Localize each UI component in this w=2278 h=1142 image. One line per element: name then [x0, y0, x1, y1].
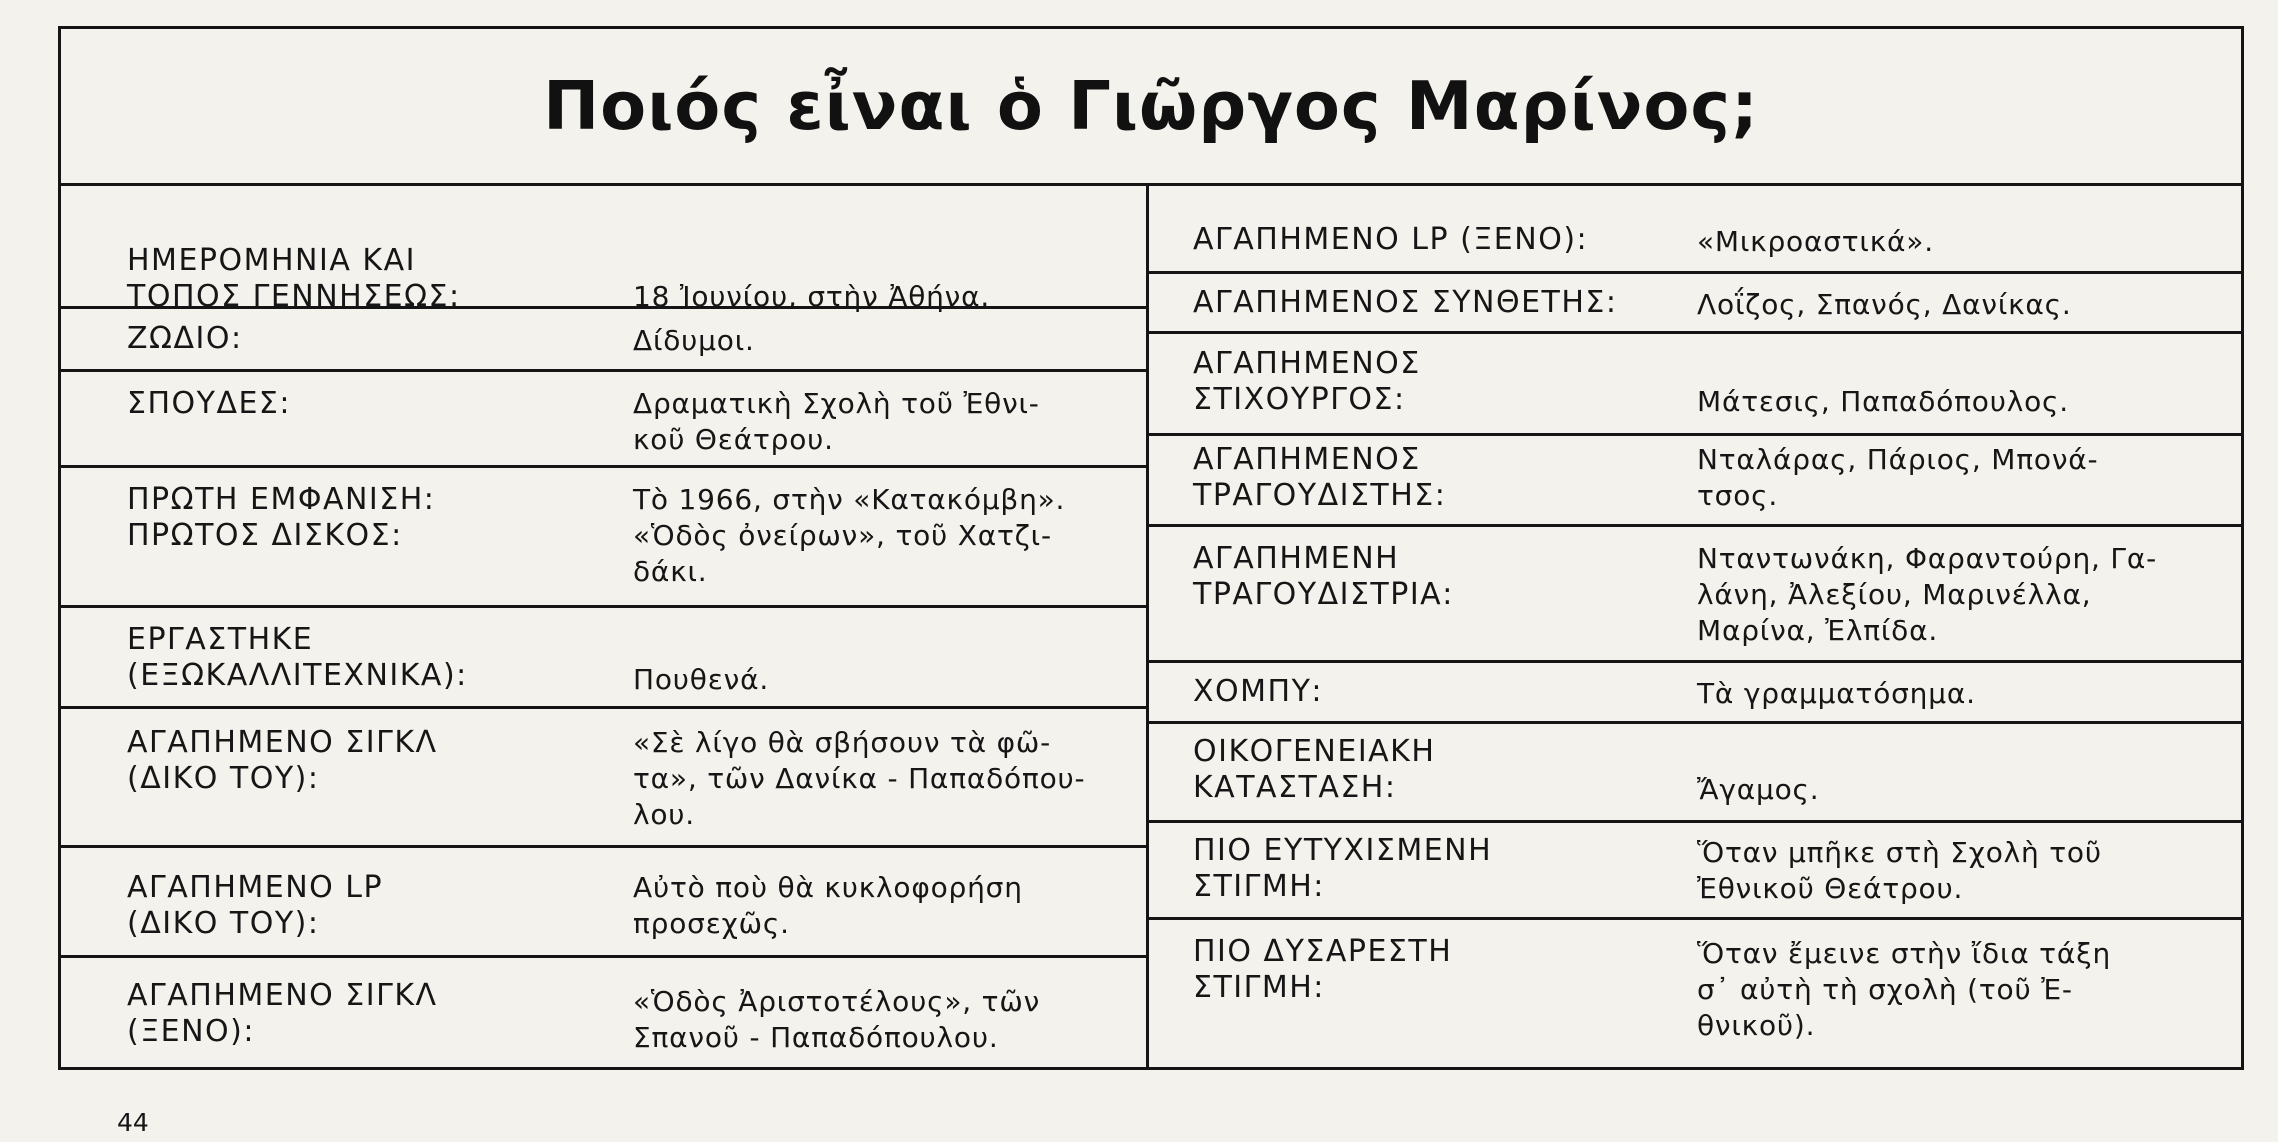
row-label [1193, 734, 1435, 806]
value-line: Νταντωνάκη, Φαραντούρη, Γα- [1697, 542, 2157, 575]
value-line: Τὸ 1966, στὴν «Κατακόμβη». [633, 483, 1066, 516]
row-value [1697, 541, 2197, 649]
table-row [1149, 527, 2241, 663]
label-line: ΑΓΑΠΗΜΕΝΟ ΣΙΓΚΛ [127, 978, 438, 1013]
row-value [1697, 772, 2197, 808]
row-label [127, 725, 438, 797]
row-label [127, 321, 243, 357]
label-line: ΤΟΠΟΣ ΓΕΝΝΗΣΕΩΣ: [127, 279, 461, 314]
table-row [61, 372, 1146, 468]
value-line: Ὅταν ἔμεινε στὴν ἴδια τάξη [1697, 937, 2112, 970]
value-line: κοῦ Θεάτρου. [633, 423, 834, 456]
table-row [1149, 724, 2241, 823]
value-line: δάκι. [633, 555, 708, 588]
label-line: ΑΓΑΠΗΜΕΝΟ ΣΙΓΚΛ [127, 725, 438, 760]
label-line: ΠΡΩΤΟΣ ΔΙΣΚΟΣ: [127, 518, 403, 553]
table-row [1149, 274, 2241, 334]
row-value [1697, 384, 2197, 420]
table-row [61, 709, 1146, 848]
label-line: (ΔΙΚΟ ΤΟΥ): [127, 906, 320, 941]
label-line: ΣΤΙΓΜΗ: [1193, 970, 1325, 1005]
value-line: Δραματικὴ Σχολὴ τοῦ Ἐθνι- [633, 387, 1040, 420]
row-value [633, 323, 1103, 359]
table-row [1149, 186, 2241, 274]
value-line: Πουθενά. [633, 663, 770, 696]
title-band [61, 29, 2241, 186]
label-line: ΠΙΟ ΕΥΤΥΧΙΣΜΕΝΗ [1193, 833, 1493, 868]
row-value [1697, 676, 2197, 712]
value-line: Μαρίνα, Ἐλπίδα. [1697, 614, 1939, 647]
value-line: «Ὁδὸς ὀνείρων», τοῦ Χατζι- [633, 519, 1052, 552]
label-line: ΠΡΩΤΗ ΕΜΦΑΝΙΣΗ: [127, 482, 436, 517]
value-line: Τὰ γραμματόσημα. [1697, 677, 1976, 710]
table-row [61, 309, 1146, 372]
value-line: «Ὁδὸς Ἀριστοτέλους», τῶν [633, 985, 1041, 1018]
label-line: (ΔΙΚΟ ΤΟΥ): [127, 761, 320, 796]
value-line: θνικοῦ). [1697, 1009, 1816, 1042]
table-row [61, 848, 1146, 958]
label-line: ΚΑΤΑΣΤΑΣΗ: [1193, 770, 1397, 805]
label-line: ΤΡΑΓΟΥΔΙΣΤΗΣ: [1193, 478, 1447, 513]
label-line: ΑΓΑΠΗΜΕΝΟ LP (ΞΕΝΟ): [1193, 222, 1589, 257]
value-line: Σπανοῦ - Παπαδόπουλου. [633, 1021, 999, 1054]
row-value [633, 725, 1103, 833]
row-label [1193, 833, 1492, 905]
label-line: ΣΤΙΧΟΥΡΓΟΣ: [1193, 382, 1406, 417]
row-value [1697, 287, 2197, 323]
row-label [1193, 222, 1588, 258]
label-line: ΑΓΑΠΗΜΕΝΟΣ [1193, 442, 1421, 477]
row-label [127, 243, 461, 315]
label-line: ΕΡΓΑΣΤΗΚΕ [127, 622, 314, 657]
value-line: Λοΐζος, Σπανός, Δανίκας. [1697, 288, 2072, 321]
table-row [61, 186, 1146, 314]
row-value [633, 662, 1103, 698]
label-line: (ΕΞΩΚΑΛΛΙΤΕΧΝΙΚΑ): [127, 658, 468, 693]
row-value [1697, 835, 2197, 907]
row-label [127, 386, 291, 422]
row-value [1697, 224, 2197, 260]
page-number: 44 [117, 1108, 149, 1137]
table-row [61, 958, 1146, 1073]
value-line: λου. [633, 798, 696, 831]
row-label [1193, 442, 1446, 514]
row-value [633, 984, 1103, 1056]
label-line: ΤΡΑΓΟΥΔΙΣΤΡΙΑ: [1193, 577, 1454, 612]
row-label [1193, 934, 1452, 1006]
label-line: ΗΜΕΡΟΜΗΝΙΑ ΚΑΙ [127, 243, 416, 278]
value-line: Ἐθνικοῦ Θεάτρου. [1697, 872, 1964, 905]
row-label [127, 622, 468, 694]
table-row [61, 468, 1146, 608]
value-line: Ἄγαμος. [1697, 773, 1820, 806]
table-row [61, 608, 1146, 709]
label-line: ΑΓΑΠΗΜΕΝΟΣ [1193, 346, 1421, 381]
row-value [1697, 936, 2197, 1044]
value-line: Μάτεσις, Παπαδόπουλος. [1697, 385, 2069, 418]
label-line: ΟΙΚΟΓΕΝΕΙΑΚΗ [1193, 734, 1436, 769]
value-line: «Μικροαστικά». [1697, 225, 1934, 258]
row-label [127, 870, 383, 942]
row-label [1193, 541, 1454, 613]
row-value [633, 482, 1103, 590]
value-line: Ὅταν μπῆκε στὴ Σχολὴ τοῦ [1697, 836, 2102, 869]
value-line: Αὐτὸ ποὺ θὰ κυκλοφορήση [633, 871, 1023, 904]
table-row [1149, 436, 2241, 527]
label-line: ΑΓΑΠΗΜΕΝΟΣ ΣΥΝΘΕΤΗΣ: [1193, 285, 1618, 320]
row-label [1193, 285, 1618, 321]
row-label [1193, 674, 1323, 710]
value-line: σ᾿ αὐτὴ τὴ σχολὴ (τοῦ Ἐ- [1697, 973, 2073, 1006]
row-value [633, 386, 1103, 458]
row-label [127, 482, 435, 554]
table-row [1149, 663, 2241, 724]
table-row [1149, 823, 2241, 920]
row-label [1193, 346, 1421, 418]
label-line: ΑΓΑΠΗΜΕΝΟ LP [127, 870, 384, 905]
value-line: Νταλάρας, Πάριος, Μπονά- [1697, 443, 2099, 476]
table-row [1149, 334, 2241, 436]
row-label [127, 978, 438, 1050]
page-title: Ποιός εἶναι ὁ Γιῶργος Μαρίνος; [543, 67, 1759, 145]
value-line: τσος. [1697, 479, 1779, 512]
profile-card [58, 26, 2244, 1070]
row-value [1697, 442, 2197, 514]
label-line: ΧΟΜΠΥ: [1193, 674, 1324, 709]
value-line: 18 Ἰουνίου, στὴν Ἀθήνα. [633, 280, 991, 313]
label-line: ΑΓΑΠΗΜΕΝΗ [1193, 541, 1400, 576]
label-line: ΣΠΟΥΔΕΣ: [127, 386, 291, 421]
value-line: λάνη, Ἀλεξίου, Μαρινέλλα, [1697, 578, 2092, 611]
value-line: «Σὲ λίγο θὰ σβήσουν τὰ φῶ- [633, 726, 1052, 759]
label-line: (ΞΕΝΟ): [127, 1014, 255, 1049]
value-line: τα», τῶν Δανίκα - Παπαδόπου- [633, 762, 1086, 795]
row-value [633, 870, 1103, 942]
left-column [61, 186, 1146, 1067]
value-line: Δίδυμοι. [633, 324, 755, 357]
value-line: προσεχῶς. [633, 907, 790, 940]
label-line: ΠΙΟ ΔΥΣΑΡΕΣΤΗ [1193, 934, 1453, 969]
label-line: ΖΩΔΙΟ: [127, 321, 243, 356]
table-row [1149, 920, 2241, 1073]
label-line: ΣΤΙΓΜΗ: [1193, 869, 1325, 904]
right-column [1149, 186, 2241, 1067]
